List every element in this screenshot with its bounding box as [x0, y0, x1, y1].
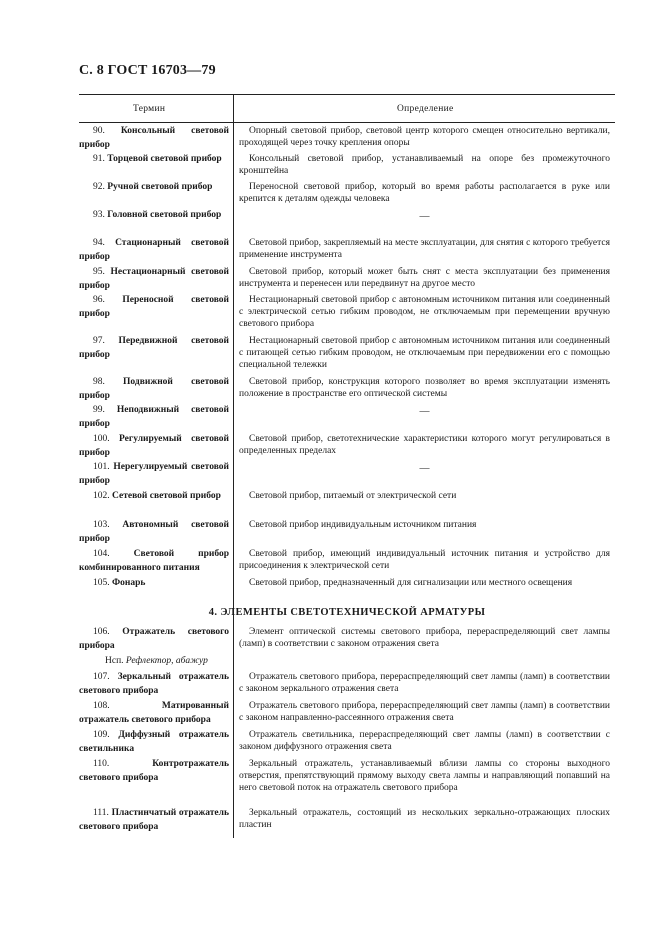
definition-cell: Зеркальный отражатель, состоящий из нескольких зеркально-отражающих плоских пластин — [239, 808, 610, 830]
definition-cell: Отражатель светового прибора, перераспределяющий свет лампы (ламп) в соответствии с законом зеркального отражения света — [239, 672, 610, 694]
term-number: 103. — [93, 520, 110, 530]
term-number: 106. — [93, 627, 110, 637]
term-cell — [79, 237, 229, 264]
term-number: 92. — [93, 182, 105, 192]
term-name: Автономный световой прибор — [79, 520, 229, 544]
column-header-definition: Определение — [397, 104, 454, 114]
table-top-rule — [79, 94, 615, 95]
term-number: 109. — [93, 730, 110, 740]
term-name: Консольный световой прибор — [79, 126, 230, 150]
term-number: 101. — [93, 462, 110, 472]
term-cell — [79, 153, 229, 167]
column-divider — [233, 94, 234, 838]
term-cell — [79, 266, 229, 293]
definition-cell: Элемент оптической системы светового прибора, перераспределяющий свет лампы (ламп) в соответствии с законом отражения света — [239, 627, 610, 649]
definition-cell: Световой прибор, предназначенный для сигнализации или местного освещения — [249, 578, 573, 588]
definition-cell: Световой прибор, питаемый от электрической сети — [249, 491, 457, 501]
table-header-rule — [79, 122, 615, 123]
column-header-term: Термин — [133, 104, 166, 114]
term-cell — [79, 671, 229, 698]
term-cell — [79, 577, 229, 591]
definition-dash: — — [419, 211, 430, 222]
definition-cell: Световой прибор индивидуальным источником питания — [249, 520, 477, 530]
term-number: 100. — [93, 434, 110, 444]
term-number: 96. — [93, 295, 105, 305]
term-number: 98. — [93, 377, 105, 387]
term-name: Пластинчатый отражатель светового прибора — [79, 808, 229, 832]
page-header: С. 8 ГОСТ 16703—79 — [79, 63, 216, 78]
term-number: 99. — [93, 405, 105, 415]
term-cell — [79, 376, 229, 403]
term-number: 107. — [93, 672, 110, 682]
term-name: Матированный отражатель светового прибора — [79, 701, 229, 725]
term-cell — [79, 461, 229, 488]
term-cell — [79, 433, 229, 460]
term-cell — [79, 490, 229, 504]
term-name: Световой прибор комбинированного питания — [79, 549, 229, 573]
term-note — [105, 656, 208, 666]
definition-cell: Консольный световой прибор, устанавливаемый на опоре без промежуточного кронштейна — [239, 154, 610, 176]
term-name: Нестационарный световой прибор — [79, 267, 230, 291]
term-number: 97. — [93, 336, 105, 346]
definition-cell: Нестационарный световой прибор с автономным источником питания или соединенный с питающей сетью гибким проводом, не отключаемым при передвижении его с помощью специальной тележки — [239, 336, 610, 370]
term-name: Регулируемый световой прибор — [79, 434, 229, 458]
term-cell — [79, 807, 229, 834]
term-number: 94. — [93, 238, 105, 248]
term-name: Сетевой световой прибор — [112, 491, 221, 501]
definition-cell: Переносной световой прибор, который во время работы располагается в руке или крепится к деталям одежды человека — [239, 182, 610, 204]
term-name: Подвижной световой прибор — [79, 377, 229, 401]
term-cell — [79, 700, 229, 727]
term-name: Диффузный отражатель светильника — [79, 730, 230, 754]
definition-cell: Световой прибор, имеющий индивидуальный источник питания и устройство для присоединения к электрической сети — [239, 549, 610, 571]
definition-cell: Нестационарный световой прибор с автономным источником питания или соединенный с электрической сетью гибким проводом, не отключаемым при перемещении вручную светового прибора — [239, 295, 610, 329]
term-name: Торцевой световой прибор — [107, 154, 222, 164]
term-cell — [79, 335, 229, 362]
term-number: 93. — [93, 210, 105, 220]
term-cell — [79, 548, 229, 575]
term-name: Контротражатель светового прибора — [79, 759, 229, 783]
term-cell — [79, 125, 229, 152]
term-name: Неподвижный световой прибор — [79, 405, 229, 429]
section-heading-4: 4. ЭЛЕМЕНТЫ СВЕТОТЕХНИЧЕСКОЙ АРМАТУРЫ — [208, 607, 486, 618]
term-number: 90. — [93, 126, 105, 136]
term-name: Стационарный световой прибор — [79, 238, 229, 262]
definition-cell: Отражатель светового прибора, перераспределяющий свет лампы (ламп) в соответствии с законом направленно-рассеянного отражения света — [239, 701, 610, 723]
term-name: Нерегулируемый световой прибор — [79, 462, 229, 486]
term-number: 95. — [93, 267, 105, 277]
definition-cell: Световой прибор, который может быть снят с места эксплуатации без применения инструмента и перенесен или передвинут на другое место — [239, 267, 610, 289]
definition-cell: Световой прибор, конструкция которого позволяет во время эксплуатации изменять положение в пространстве его оптической системы — [239, 377, 610, 399]
term-cell — [79, 181, 229, 195]
term-cell — [79, 404, 229, 431]
definition-cell: Опорный световой прибор, световой центр которого смещен относительно вертикали, проходящей через точку крепления опоры — [239, 126, 610, 148]
term-name: Головной световой прибор — [107, 210, 222, 220]
definition-cell: Световой прибор, светотехнические характеристики которого могут регулироваться в определенных пределах — [239, 434, 610, 456]
note-prefix: Нсп. — [105, 656, 124, 666]
term-name: Ручной световой прибор — [107, 182, 213, 192]
term-number: 102. — [93, 491, 110, 501]
term-cell — [79, 294, 229, 321]
term-cell — [79, 209, 229, 223]
term-cell — [79, 626, 229, 653]
definition-cell: Отражатель светильника, перераспределяющий свет лампы (ламп) в соответствии с законом диффузного отражения света — [239, 730, 610, 752]
term-name: Зеркальный отражатель светового прибора — [79, 672, 229, 696]
definition-cell: Световой прибор, закрепляемый на месте эксплуатации, для снятия с которого требуется применение инструмента — [239, 238, 610, 260]
term-cell — [79, 729, 229, 756]
term-number: 104. — [93, 549, 110, 559]
term-name: Отражатель светового прибора — [79, 627, 229, 651]
definition-cell: Зеркальный отражатель, устанавливаемый вблизи лампы со стороны выходного отверстия, препятствующий прямому выходу света лампы и направляющий попавший на него световой поток на отражатель светового прибора — [239, 759, 610, 793]
term-number: 91. — [93, 154, 105, 164]
term-cell — [79, 519, 229, 546]
note-text: Рефлектор, абажур — [125, 656, 208, 666]
term-cell — [79, 758, 229, 785]
term-name: Переносной световой прибор — [79, 295, 229, 319]
term-number: 111. — [93, 808, 109, 818]
term-name: Фонарь — [112, 578, 146, 588]
term-number: 105. — [93, 578, 110, 588]
term-name: Передвижной световой прибор — [79, 336, 230, 360]
term-number: 110. — [93, 759, 110, 769]
definition-dash: — — [419, 406, 430, 417]
definition-dash: — — [419, 463, 430, 474]
term-number: 108. — [93, 701, 110, 711]
